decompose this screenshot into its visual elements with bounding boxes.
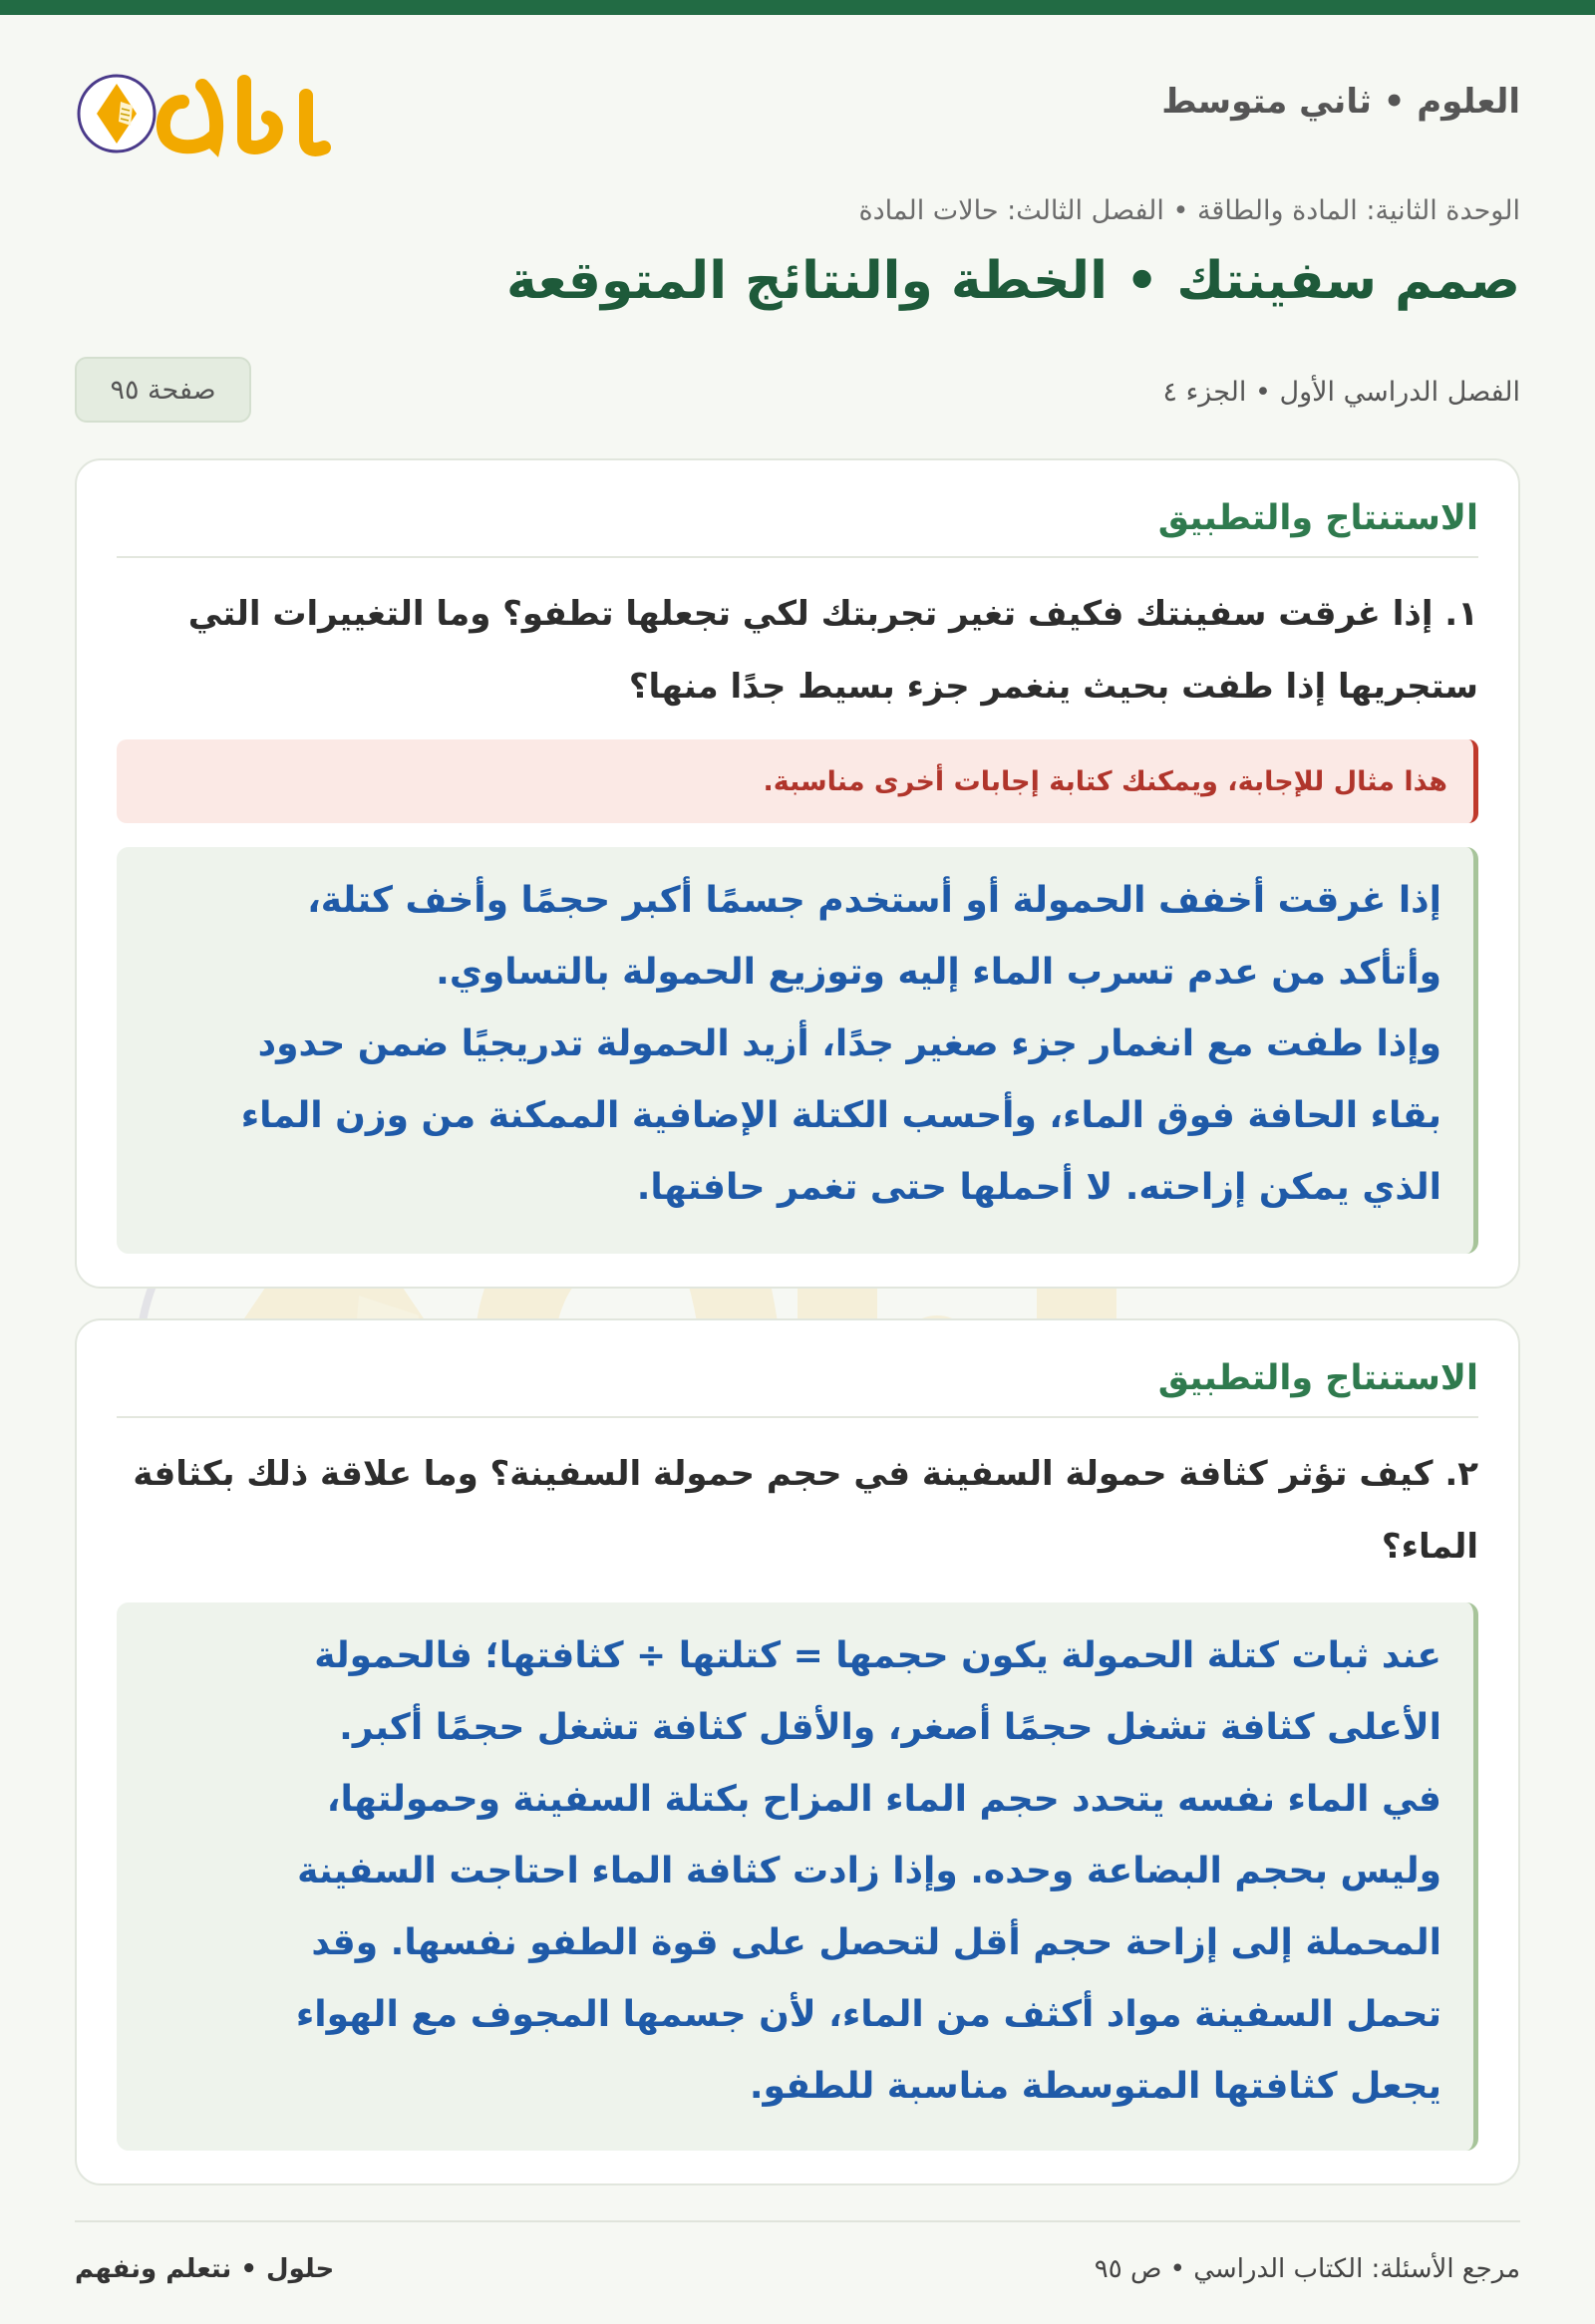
question-text: ١. إذا غرقت سفينتك فكيف تغير تجربتك لكي تجعلها تطفو؟ وما التغييرات التي ستجريها إذا طفت بحيث ينغمر جزء بسيط جدًا منها؟ <box>187 594 1478 707</box>
subject-label: العلوم • ثاني متوسط <box>1161 82 1520 122</box>
hulul-logo-icon[interactable] <box>75 62 334 171</box>
answer-box <box>117 847 1478 1254</box>
page-number-badge: صفحة ٩٥ <box>75 357 251 423</box>
top-accent-bar <box>0 0 1595 15</box>
answer-line: الأعلى كثافة تشغل حجمًا أصغر، والأقل كثافة تشغل حجمًا أكبر. <box>339 1707 1441 1748</box>
footer-reference: مرجع الأسئلة: الكتاب الدراسي • ص ٩٥ <box>1094 2254 1520 2284</box>
answer-line: وإذا طفت مع انغمار جزء صغير جدًا، أزيد الحمولة تدريجيًا ضمن حدود <box>257 1023 1441 1064</box>
answer-line: إذا غرقت أخفف الحمولة أو أستخدم جسمًا أكبر حجمًا وأخف كتلة، <box>307 880 1441 921</box>
answer-line: المحملة إلى إزاحة حجم أقل لتحصل على قوة الطفو نفسها. وقد <box>311 1922 1441 1963</box>
answer-line: في الماء نفسه يتحدد حجم الماء المزاح بكتلة السفينة وحمولتها، <box>326 1779 1441 1820</box>
answer-note: هذا مثال للإجابة، ويمكنك كتابة إجابات أخرى مناسبة. <box>117 739 1478 823</box>
answer-line: وأتأكد من عدم تسرب الماء إليه وتوزيع الحمولة بالتساوي. <box>436 952 1441 993</box>
site-header <box>75 62 1520 171</box>
answer-line: يجعل كثافتها المتوسطة مناسبة للطفو. <box>749 2066 1441 2107</box>
answer-line: الذي يمكن إزاحته. لا أحملها حتى تغمر حافتها. <box>636 1167 1441 1208</box>
breadcrumb: الوحدة الثانية: المادة والطاقة • الفصل الثالث: حالات المادة <box>858 195 1520 226</box>
answer-box <box>117 1602 1478 2151</box>
question-text: ٢. كيف تؤثر كثافة حمولة السفينة في حجم حمولة السفينة؟ وما علاقة ذلك بكثافة الماء؟ <box>133 1454 1478 1567</box>
answer-line: وليس بحجم البضاعة وحده. وإذا زادت كثافة الماء احتاجت السفينة <box>297 1851 1441 1891</box>
answer-line: عند ثبات كتلة الحمولة يكون حجمها = كتلتها ÷ كثافتها؛ فالحمولة <box>314 1635 1441 1676</box>
answer-line: بقاء الحافة فوق الماء، وأحسب الكتلة الإضافية الممكنة من وزن الماء <box>240 1095 1441 1136</box>
question-card-1 <box>75 458 1520 1289</box>
section-title: الاستنتاج والتطبيق <box>117 498 1478 558</box>
question-card-2 <box>75 1318 1520 2185</box>
page-title: صمم سفينتك • الخطة والنتائج المتوقعة <box>506 251 1520 311</box>
section-title: الاستنتاج والتطبيق <box>117 1358 1478 1418</box>
footer-divider <box>75 2220 1520 2222</box>
answer-line: تحمل السفينة مواد أكثف من الماء، لأن جسمها المجوف مع الهواء <box>295 1994 1441 2035</box>
term-info: الفصل الدراسي الأول • الجزء ٤ <box>1162 377 1520 408</box>
footer-brand[interactable]: حلول • نتعلم ونفهم <box>75 2254 335 2284</box>
